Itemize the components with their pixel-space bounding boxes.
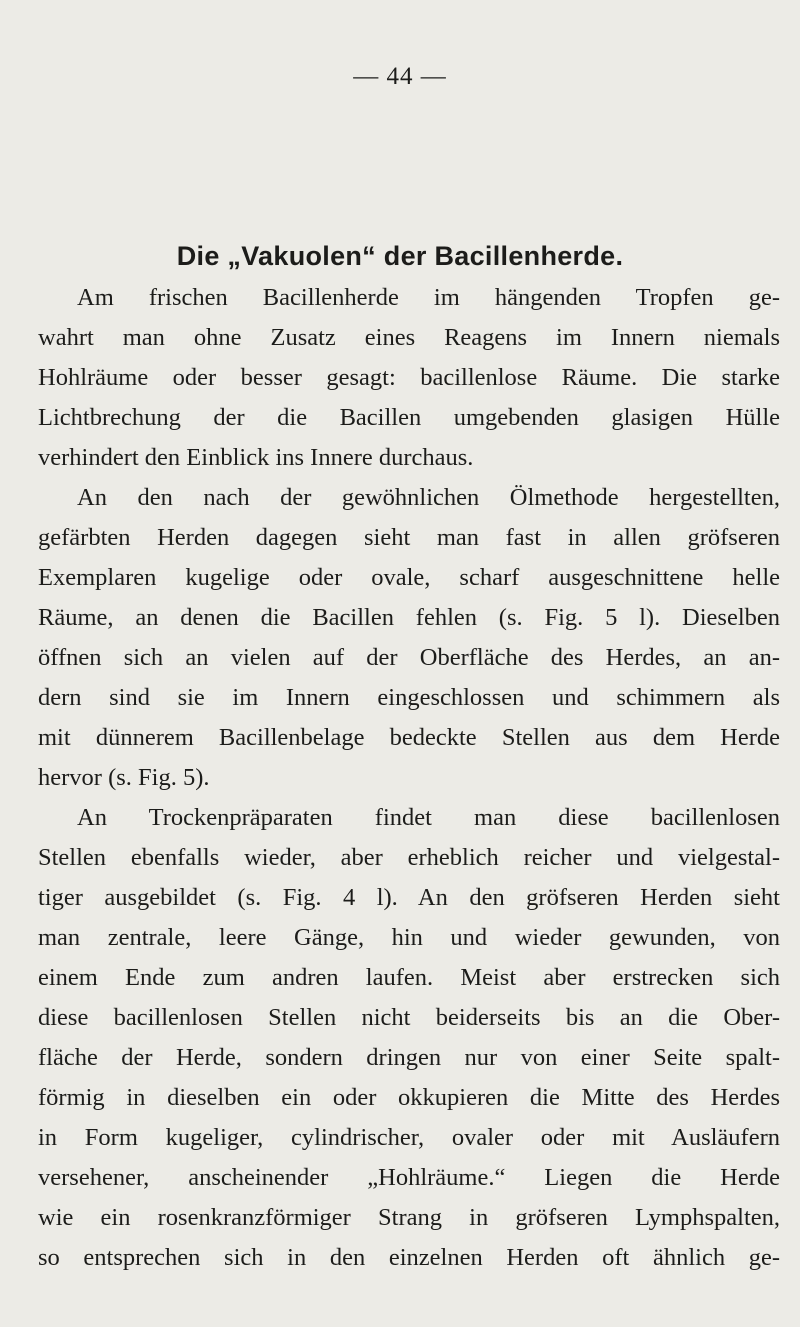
text-line: versehener, anscheinender „Hohlräume.“ Liegen die Herde (38, 1164, 780, 1191)
text-line: Am frischen Bacillenherde im hängenden Tropfen ge- (77, 284, 780, 311)
text-line: man zentrale, leere Gänge, hin und wieder gewunden, von (38, 924, 780, 951)
text-line: wahrt man ohne Zusatz eines Reagens im Innern niemals (38, 324, 780, 351)
text-line: verhindert den Einblick ins Innere durchaus. (38, 444, 474, 471)
text-line: Räume, an denen die Bacillen fehlen (s. Fig. 5 l). Dieselben (38, 604, 780, 631)
text-line: Exemplaren kugelige oder ovale, scharf ausgeschnittene helle (38, 564, 780, 591)
text-line: förmig in dieselben ein oder okkupieren die Mitte des Herdes (38, 1084, 780, 1111)
text-line: fläche der Herde, sondern dringen nur von einer Seite spalt- (38, 1044, 780, 1071)
text-line: An den nach der gewöhnlichen Ölmethode hergestellten, (77, 484, 780, 511)
text-line: hervor (s. Fig. 5). (38, 764, 210, 791)
text-line: An Trockenpräparaten findet man diese bacillenlosen (77, 804, 780, 831)
text-line: dern sind sie im Innern eingeschlossen und schimmern als (38, 684, 780, 711)
text-line: öffnen sich an vielen auf der Oberfläche des Herdes, an an- (38, 644, 780, 671)
page-number: — 44 — (353, 63, 447, 90)
text-line: in Form kugeliger, cylindrischer, ovaler oder mit Ausläufern (38, 1124, 780, 1151)
text-line: mit dünnerem Bacillenbelage bedeckte Stellen aus dem Herde (38, 724, 780, 751)
text-line: Stellen ebenfalls wieder, aber erheblich reicher und vielgestal- (38, 844, 780, 871)
text-line: tiger ausgebildet (s. Fig. 4 l). An den gröfseren Herden sieht (38, 884, 780, 911)
text-line: so entsprechen sich in den einzelnen Herden oft ähnlich ge- (38, 1244, 780, 1271)
text-line: Lichtbrechung der die Bacillen umgebenden glasigen Hülle (38, 404, 780, 431)
text-line: Hohlräume oder besser gesagt: bacillenlose Räume. Die starke (38, 364, 780, 391)
text-line: diese bacillenlosen Stellen nicht beiderseits bis an die Ober- (38, 1004, 780, 1031)
text-line: einem Ende zum andren laufen. Meist aber erstrecken sich (38, 964, 780, 991)
section-heading: Die „Vakuolen“ der Bacillenherde. (176, 241, 624, 271)
text-line: gefärbten Herden dagegen sieht man fast in allen gröfseren (38, 524, 780, 551)
text-line: wie ein rosenkranzförmiger Strang in gröfseren Lymphspalten, (38, 1204, 780, 1231)
